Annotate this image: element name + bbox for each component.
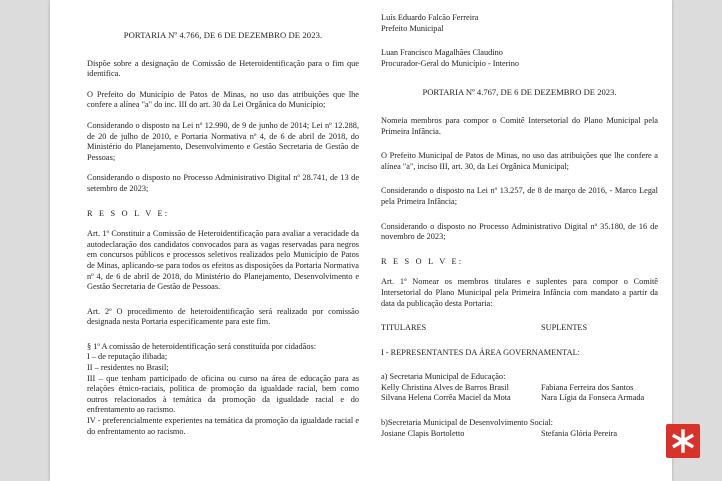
member-row [381, 383, 658, 394]
portaria-4766-title: PORTARIA Nº 4.766, DE 6 DE DEZEMBRO DE 2023. [123, 30, 323, 40]
signature-prefeito-name: Luís Eduardo Falcão Ferreira [381, 13, 479, 22]
portaria-4766-inciso-4: IV - preferencialmente experientes na temática da promoção da igualdade racial e do enfrentamento ao racismo. [87, 416, 359, 436]
portaria-4766-paragrafo-1: § 1º A comissão de heteroidentificação será constituída por cidadãos: [87, 341, 317, 351]
document-page [50, 0, 672, 481]
signature-prefeito-role: Prefeito Municipal [381, 23, 444, 33]
portaria-4766-prefeito: O Prefeito do Município de Patos de Minas, no uso das atribuições que lhe confere a alínea "a" do inc. III do art. 30 da Lei Orgânica do Município; [87, 89, 359, 110]
portaria-4767-title: PORTARIA Nº 4.767, DE 6 DE DEZEMBRO DE 2023. [422, 87, 617, 98]
member-row [381, 429, 658, 440]
suplentes-header: SUPLENTES [541, 323, 588, 333]
portaria-4766 [87, 0, 359, 437]
portaria-4767-ementa: Nomeia membros para compor o Comitê Intersetorial do Plano Municipal pela Primeira Infância. [381, 115, 658, 136]
members-header-row [381, 323, 658, 334]
signature-procurador-role: Procurador-Geral do Município - Interino [381, 58, 520, 68]
member-suplente: Nara Lígia da Fonseca Armada [541, 393, 645, 403]
portaria-4767-considerando-2: Considerando o disposto no Processo Administrativo Digital nº 35.180, de 16 de novembro de 2023; [381, 221, 658, 242]
portaria-4767 [381, 0, 658, 439]
subsection-desenvolvimento-social: b)Secretaria Municipal de Desenvolvimento Social: [381, 418, 553, 428]
asterisk-icon [671, 429, 695, 453]
portaria-4767-resolve: R E S O L V E: [381, 256, 464, 266]
titulares-header: TITULARES [381, 323, 427, 333]
member-titular: Josiane Clapis Bortoletto [381, 428, 465, 438]
member-row [381, 393, 658, 404]
portaria-4766-ementa: Dispõe sobre a designação de Comissão de Heteroidentificação para o fim que identifica. [87, 58, 359, 79]
portaria-4767-art-1: Art. 1º Nomear os membros titulares e suplentes para compor o Comitê Intersetorial do Plano Municipal pela Primeira Infância com mandato a partir da data da publicação desta Portaria: [381, 277, 658, 308]
member-suplente: Fabiana Ferreira dos Santos [541, 382, 634, 392]
portaria-4766-art-2: Art. 2º O procedimento de heteroidentificação será realizado por comissão designada nesta Portaria especificamente para este fim. [87, 306, 359, 327]
portaria-4767-considerando-1: Considerando o disposto na Lei nº 13.257, de 8 de março de 2016, - Marco Legal pela Primeira Infância; [381, 186, 658, 206]
portaria-4766-inciso-3: III – que tenham participado de oficina ou curso na área de educação para as relações étnico-raciais, política de promoção da igualdade racial, bem como outros relacionados à temática da promoção da igualdade racial e do enfrentamento ao racismo. [87, 373, 359, 415]
member-titular: Kelly Christina Alves de Barros Brasil [381, 382, 509, 392]
member-titular: Silvana Helena Corrêa Maciel da Mota [381, 393, 511, 403]
subsection-educacao: a) Secretaria Municipal de Educação: [381, 372, 506, 382]
portaria-4766-resolve: R E S O L V E: [87, 208, 170, 218]
signature-procurador-name: Luan Francisco Magalhães Claudino [381, 48, 503, 58]
portaria-4766-art-1: Art. 1º Constituir a Comissão de Heteroidentificação para avaliar a veracidade da autodeclaração dos candidatos convocados para as vagas reservadas para negros em concursos públicos e processos seletivos realizados pelo Município de Patos de Minas, aplicando-se para todos os efeitos as disposições da Portaria Normativa nº 4, de 6 de abril de 2018, do Ministério do Planejamento, Desenvolvimento e Gestão Secretaria de Gestão de Pessoas. [87, 229, 359, 292]
section-governamental: I - REPRESENTANTES DA ÁREA GOVERNAMENTAL: [381, 347, 580, 357]
portaria-4766-inciso-1: I – de reputação ilibada; [87, 352, 168, 362]
portaria-4766-inciso-2: II – residentes no Brasil; [87, 363, 169, 373]
member-suplente: Stefania Glória Pereira [541, 428, 618, 438]
portaria-4766-considerando-2: Considerando o disposto no Processo Administrativo Digital nº 28.741, de 13 de setembro de 2023; [87, 173, 359, 193]
asterisk-logo-icon[interactable] [666, 424, 700, 458]
portaria-4767-prefeito: O Prefeito Municipal de Patos de Minas, no uso das atribuições que lhe confere a alínea "a", inciso III, art. 30, da Lei Orgânica Municipal; [381, 151, 658, 171]
portaria-4766-considerando-1: Considerando o disposto na Lei nº 12.990, de 9 de junho de 2014; Lei nº 12.288, de 20 de julho de 2010, e Portaria Normativa nº 4, de 6 de abril de 2018, do Ministério do Planejamento, Desenvolvimento e Gestão Secretaria de Gestão de Pessoas; [87, 120, 359, 162]
